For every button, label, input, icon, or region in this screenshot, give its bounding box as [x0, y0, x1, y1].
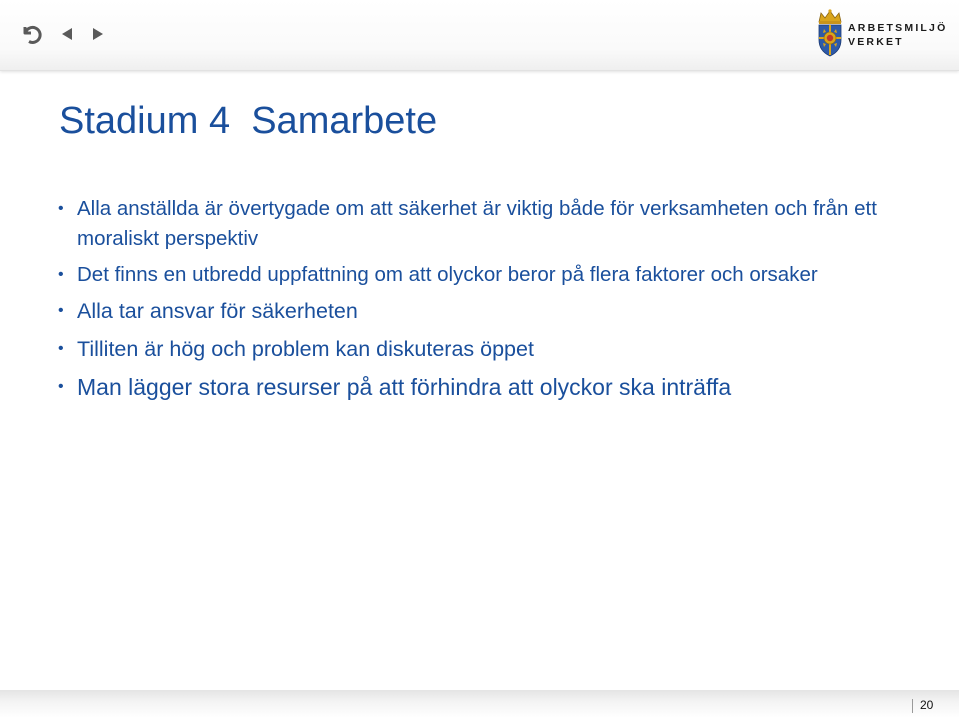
- bullet-item: • Det finns en utbredd uppfattning om att olyckor beror på flera faktorer och orsaker: [58, 260, 918, 290]
- restart-button[interactable]: [20, 22, 42, 46]
- logo-line-1: ARBETSMILJÖ: [848, 22, 948, 34]
- restart-icon: [20, 22, 42, 46]
- top-navigation-bar: [0, 0, 959, 71]
- bullet-list: [58, 194, 918, 402]
- previous-slide-button[interactable]: [59, 22, 75, 46]
- triangle-left-icon: [59, 22, 75, 46]
- crown-seal-icon: [815, 8, 845, 58]
- bullet-item: • Man lägger stora resurser på att förhindra att olyckor ska inträffa: [58, 372, 918, 402]
- page-number-divider: [912, 699, 913, 713]
- footer-bar: [0, 690, 959, 718]
- bullet-item: • Alla anställda är övertygade om att säkerhet är viktig både för verksamheten och från ett moraliskt perspektiv: [58, 194, 918, 254]
- arbetsmiljoverket-logo: [815, 8, 950, 60]
- triangle-right-icon: [90, 22, 106, 46]
- bullet-item: • Alla tar ansvar för säkerheten: [58, 296, 918, 326]
- page-number: 20: [920, 698, 934, 712]
- logo-line-2: VERKET: [848, 36, 904, 48]
- slide-title: Stadium 4 Samarbete: [59, 100, 438, 142]
- logo-wordmark: [848, 21, 947, 49]
- bullet-item: • Tilliten är hög och problem kan diskuteras öppet: [58, 334, 918, 364]
- next-slide-button[interactable]: [90, 22, 106, 46]
